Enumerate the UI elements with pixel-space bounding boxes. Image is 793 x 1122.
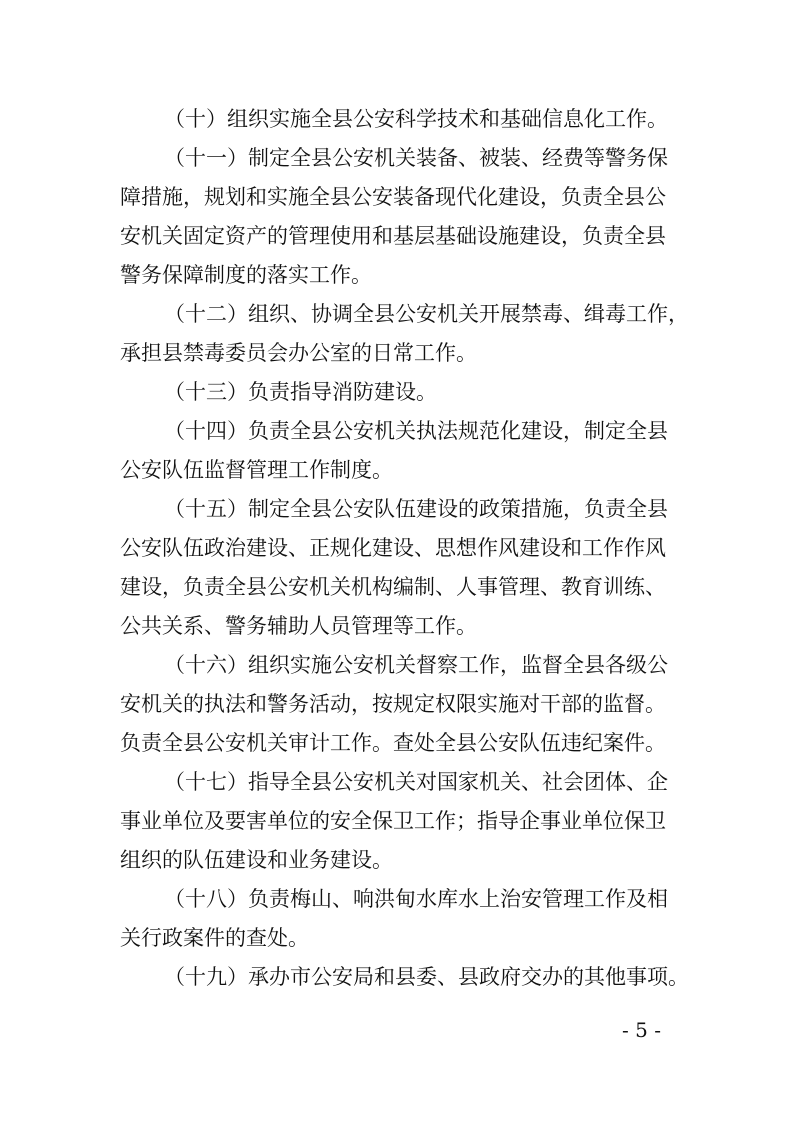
paragraph-11-line-1: （十一）制定全县公安机关装备、被装、经费等警务保 [164, 146, 668, 170]
paragraph-15-line-2: 公安队伍政治建设、正规化建设、思想作风建设和工作作风 [120, 536, 666, 560]
paragraph-11-line-3: 安机关固定资产的管理使用和基层基础设施建设，负责全县 [120, 224, 666, 248]
paragraph-17-line-1: （十七）指导全县公安机关对国家机关、社会团体、企 [164, 770, 668, 794]
paragraph-17-line-3: 组织的队伍建设和业务建设。 [120, 848, 393, 872]
paragraph-11-line-2: 障措施，规划和实施全县公安装备现代化建设，负责全县公 [120, 185, 666, 209]
paragraph-10-line-1: （十）组织实施全县公安科学技术和基础信息化工作。 [164, 107, 668, 131]
paragraph-16-line-3: 负责全县公安机关审计工作。查处全县公安队伍违纪案件。 [120, 731, 666, 755]
paragraph-13-line-1: （十三）负责指导消防建设。 [164, 380, 437, 404]
paragraph-11-line-4: 警务保障制度的落实工作。 [120, 263, 372, 287]
paragraph-12-line-1: （十二）组织、协调全县公安机关开展禁毒、缉毒工作， [164, 302, 689, 326]
paragraph-16-line-2: 安机关的执法和警务活动，按规定权限实施对干部的监督。 [120, 692, 666, 716]
paragraph-12-line-2: 承担县禁毒委员会办公室的日常工作。 [120, 341, 477, 365]
paragraph-15-line-3: 建设，负责全县公安机关机构编制、人事管理、教育训练、 [120, 575, 666, 599]
paragraph-14-line-2: 公安队伍监督管理工作制度。 [120, 458, 393, 482]
paragraph-18-line-1: （十八）负责梅山、响洪甸水库水上治安管理工作及相 [164, 887, 668, 911]
paragraph-15-line-4: 公共关系、警务辅助人员管理等工作。 [120, 614, 477, 638]
paragraph-17-line-2: 事业单位及要害单位的安全保卫工作；指导企事业单位保卫 [120, 809, 666, 833]
document-body [120, 104, 689, 993]
paragraph-14-line-1: （十四）负责全县公安机关执法规范化建设，制定全县 [164, 419, 668, 443]
paragraph-18-line-2: 关行政案件的查处。 [120, 926, 309, 950]
paragraph-19-line-1: （十九）承办市公安局和县委、县政府交办的其他事项。 [164, 965, 689, 989]
paragraph-16-line-1: （十六）组织实施公安机关督察工作，监督全县各级公 [164, 653, 668, 677]
paragraph-15-line-1: （十五）制定全县公安队伍建设的政策措施，负责全县 [164, 497, 668, 521]
page-number: - 5 - [622, 1018, 661, 1042]
